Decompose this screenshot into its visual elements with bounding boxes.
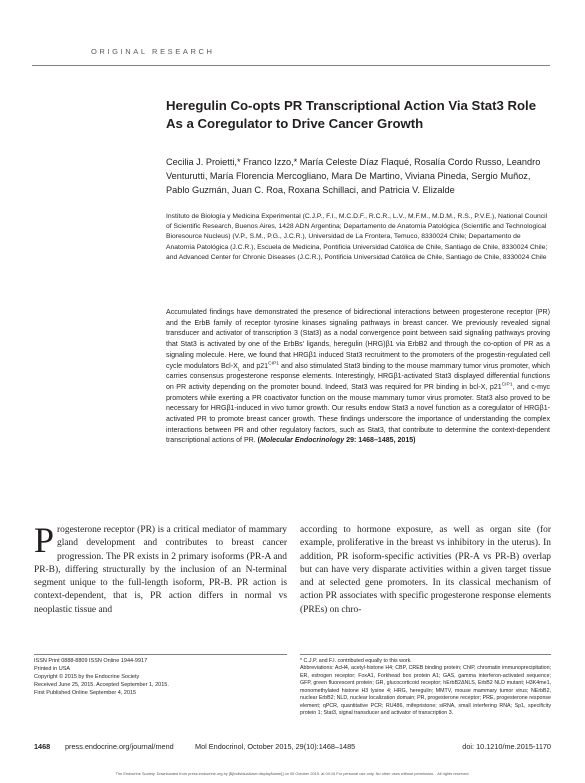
abstract-superscript-cip1: CIP1	[268, 361, 280, 367]
abstract-superscript-cip1-b: CIP1	[501, 382, 513, 388]
body-left-column	[34, 520, 287, 617]
drop-cap: P	[34, 520, 55, 560]
publication-metadata	[34, 654, 287, 698]
abstract-text-2: and p21	[240, 362, 269, 370]
footnote-rule	[300, 654, 551, 655]
equal-contribution-note: * C.J.P. and F.I. contributed equally to this work.	[300, 658, 412, 664]
abstract-text-4: , and c-myc promoters while exerting a PR coactivator function on the mouse mammary tumor virus promoter. Stat3 also proved to be necessary for HRGβ1-induced in vivo tumor growth. Our results endow Stat3 a novel function as a coregulator of HRGβ1-activated PR to promote breast cancer growth. These findings underscore the importance of understanding the complex interactions between PR and other regulatory factors, such as Stat3, that contribute to determine the context-dependent transcriptional actions of PR.	[166, 383, 550, 445]
published-date: First Published Online September 4, 2015	[34, 689, 137, 696]
received-date: Received June 25, 2015. Accepted September 1, 2015.	[34, 681, 169, 688]
body-left-text: rogesterone receptor (PR) is a critical mediator of mammary gland development and contributes to breast cancer progression. The PR exists in 2 primary isoforms (PR-A and PR-B), differing structurally by the inclusion of an N-terminal segment unique to the full-length isoform, PR-B. PR action is context-dependent, that is, PR action differs in normal vs neoplastic tissue and	[34, 525, 287, 615]
doi[interactable]: doi: 10.1210/me.2015-1170	[462, 742, 551, 751]
affiliations: Instituto de Biología y Medicina Experimental (C.J.P., F.I., M.C.D.F., R.C.R., L.V., M.F.M., M.D.M., R.S., P.V.E.), National Council of Scientific Research, Buenos Aires, 1428 ADN Argentina; Departamento de Anatomía Patológica (Scientific and Technological Bioresource Nucleus) (V.P., S.M., P.G., J.C.R.), Universidad de La Frontera, Temuco, 8330024 Chile; Departamento de Anatomía Patológica (J.C.R.), Escuela de Medicina, Pontificia Universidad Católica de Chile, Santiago de Chile, 8330024 Chile; and Advanced Center for Chronic Diseases (J.C.R.), Pontificia Universidad Católica de Chile, Santiago de Chile, 8330024 Chile	[166, 213, 548, 261]
footnotes	[300, 654, 551, 718]
header-rule	[32, 65, 550, 66]
abbreviations-note: Abbreviations: AcH4, acetyl-histone H4; CBP, CREB binding protein; ChIP, chromatin immunoprecipitation; ER, estrogen receptor; FoxA1, Forkhead box protein A1; GAS, gamma interferon-activated sequence; GFP, green fluorescent protein; GR, glucocorticoid receptor; hErbB2ΔNLS, ErbB2 NLD mutant; H3K4me1, monomethylated histone H3 lysine 4; HRG, heregulin; MMTV, mouse mammary tumor virus; NErbB2, nuclear ErbB2; NLD, nuclear localization domain; PR, progesterone receptor; PRE, progesterone response element; qPCR, quantitative PCR; RU486, mifepristone; siRNA, small interfering RNA; Sp1, specificity protein 1; Stat3, signal transducer and activator of transcription 3.	[300, 665, 551, 717]
citation-journal: Molecular Endocrinology	[260, 437, 345, 445]
issn: ISSN Print 0888-8809 ISSN Online 1944-9917	[34, 658, 148, 664]
page-number: 1468	[34, 742, 51, 751]
download-notice: The Endocrine Society. Downloaded from press.endocrine.org by [${individualUser.displayName}] on 05 October 2015. at 04:15 For personal use only. No other uses without permission. . All rights reserved.	[115, 771, 470, 776]
abstract-citation: (Molecular Endocrinology 29: 1468–1485, 2015)	[255, 437, 416, 445]
body-right-column: according to hormone exposure, as well as organ site (for example, proliferative in the breast vs inhibitory in the uterus). In addition, PR isoform-specific activities (PR-A vs PR-B) overlap but can have very disparate activities within a given target tissue and at selected gene promoters. In its classical mechanism of action PR associates with specific progesterone response elements (PREs) on chro-	[300, 525, 551, 615]
abstract-text-3: and also stimulated Stat3 binding to the mouse mammary tumor virus promoter, which carries consensus progesterone response elements. Interestingly, HRGβ1-activated Stat3 displayed differential functions on PR activity depending on the promoter bound. Indeed, Stat3 was required for PR binding in bcl-X, p21	[166, 362, 550, 391]
abstract-subscript-l: L	[237, 366, 241, 372]
printed-in: Printed in USA	[34, 665, 71, 672]
section-label: ORIGINAL RESEARCH	[91, 47, 215, 56]
article-title: Heregulin Co-opts PR Transcriptional Action Via Stat3 Role As a Coregulator to Drive Cancer Growth	[166, 98, 537, 131]
abstract-text-1: Accumulated findings have demonstrated the presence of bidirectional interactions between progesterone receptor (PR) and the ErbB family of receptor tyrosine kinases signaling pathways in breast cancer. We previously revealed signal transducer and activator of transcription 3 (Stat3) as a nodal convergence point between said signaling pathways proving that Stat3 is activated by one of the ErbBs' ligands, heregulin (HRG)β1 via ErbB2 and through the co-option of PR as a signaling molecule. Here, we found that HRGβ1 induced Stat3 recruitment to the promoters of the progestin-regulated cell cycle modulators Bcl-X	[166, 309, 550, 370]
author-list: Cecilia J. Proietti,* Franco Izzo,* María Celeste Díaz Flaqué, Rosalía Cordo Russo, Leandro Venturutti, María Florencia Mercogliano, Mara De Martino, Viviana Pineda, Sergio Muñoz, Pablo Guzmán, Juan C. Roa, Roxana Schillaci, and Patricia V. Elizalde	[166, 157, 541, 195]
copyright: Copyright © 2015 by the Endocrine Society	[34, 673, 140, 680]
page-footer	[34, 742, 551, 754]
journal-url[interactable]: press.endocrine.org/journal/mend	[65, 742, 174, 751]
metadata-rule	[34, 654, 287, 655]
journal-citation: Mol Endocrinol, October 2015, 29(10):1468–1485	[195, 742, 356, 751]
abstract	[166, 308, 550, 447]
